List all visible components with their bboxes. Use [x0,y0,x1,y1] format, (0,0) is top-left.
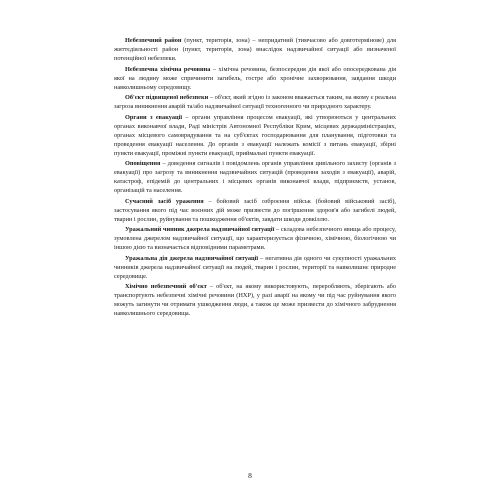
glossary-text [114,36,396,318]
definition-text: – об'єкт, який згідно із законом вважається таким, на якому є реальна загроза виникнення аварій та/або надзвичайної ситуації техногенного чи природного характеру. [114,94,396,110]
definition-text: (пункт, територія, зона) – непридатний (тимчасово або довготермінове) для життєдіяльності район (пункт, територія, зона) внаслідок надзвичайної ситуації або визначеної потенційної небезпеки. [114,37,396,62]
definition-paragraph [114,113,396,158]
definition-text: – органи управління процесом евакуації, які утворюються у центральних органах виконавчої влади, Раді міністрів Автономної Республіки Крим, місцевих держадміністраціях, органах місцевого самоврядування та на суб'єктах господарювання для планування, підготовки та проведення евакуації населення. До органів з евакуації належать комісії з питань евакуації, збірні пункти евакуації, проміжні пункти евакуації, приймальні пункти евакуації. [114,113,396,157]
defined-term: Органи з евакуації [125,113,183,121]
defined-term: Хімічно небезпечний об'єкт [125,283,207,290]
definition-text: – об'єкт, на якому використовують, переробляють, зберігають або транспортують небезпечні хімічні речовини (НХР), у разі аварії на якому чи під час руйнування якого можуть загинути чи отримати ушкодження люди, а також це може призвести до хімічного забруднення навколишнього середовища. [114,283,396,317]
definition-paragraph [114,225,396,252]
defined-term: Уражальний чинник джерела надзвичайної ситуації [125,226,275,233]
definition-text: – бойовий засіб озброєння військ (бойовий військовий засіб), застосування якого під час воєнних дій може призвести до погіршення здоров'я або загибелі людей, тварин і рослин, руйнування та пошкодження об'єктів, завдати шкоди довкіллю. [114,197,396,223]
defined-term: Об'єкт підвищеної небезпеки [125,94,209,101]
definition-paragraph [114,254,396,281]
page-number: 8 [248,471,252,480]
definition-paragraph [114,197,396,224]
definition-paragraph [114,159,396,195]
definition-text: – негативна дія одного чи сукупності уражальних чинників джерела надзвичайної ситуації на людей, тварин і рослин, території та навколишнє природне середовище. [114,254,396,280]
defined-term: Оповіщення [125,160,161,167]
definition-text: – хімічна речовина, безпосередня дія якої або опосередкована дія якої на людину може спричинити загибель, гостре або хронічне захворювання, завдання шкоди навколишньому середовищу. [114,65,396,91]
definition-text: – складова небезпечного явища або процесу, зумовлена джерелом надзвичайної ситуації, що характеризується фізичною, хімічною, біологічною чи іншою дією та визначається відповідними параметрами. [114,226,396,251]
definition-paragraph [114,65,396,92]
defined-term: Небезпечна хімічна речовина [125,65,211,73]
defined-term: Сучасний засіб ураження [125,197,204,205]
definition-paragraph [114,36,396,63]
defined-term: Уражальна дія джерела надзвичайної ситуації [125,254,259,262]
defined-term: Небезпечний район [125,37,182,44]
definition-paragraph [114,282,396,318]
definition-paragraph [114,93,396,111]
definition-text: – доведення сигналів і повідомлень органів управління цивільного захисту (органів з евакуації) про загрозу та виникнення надзвичайних ситуацій (проведення заходів з евакуації), аварій, катастроф, епідемій до центральних і місцевих органів виконавчої влади, підприємств, установ, організацій та населення. [114,160,396,194]
